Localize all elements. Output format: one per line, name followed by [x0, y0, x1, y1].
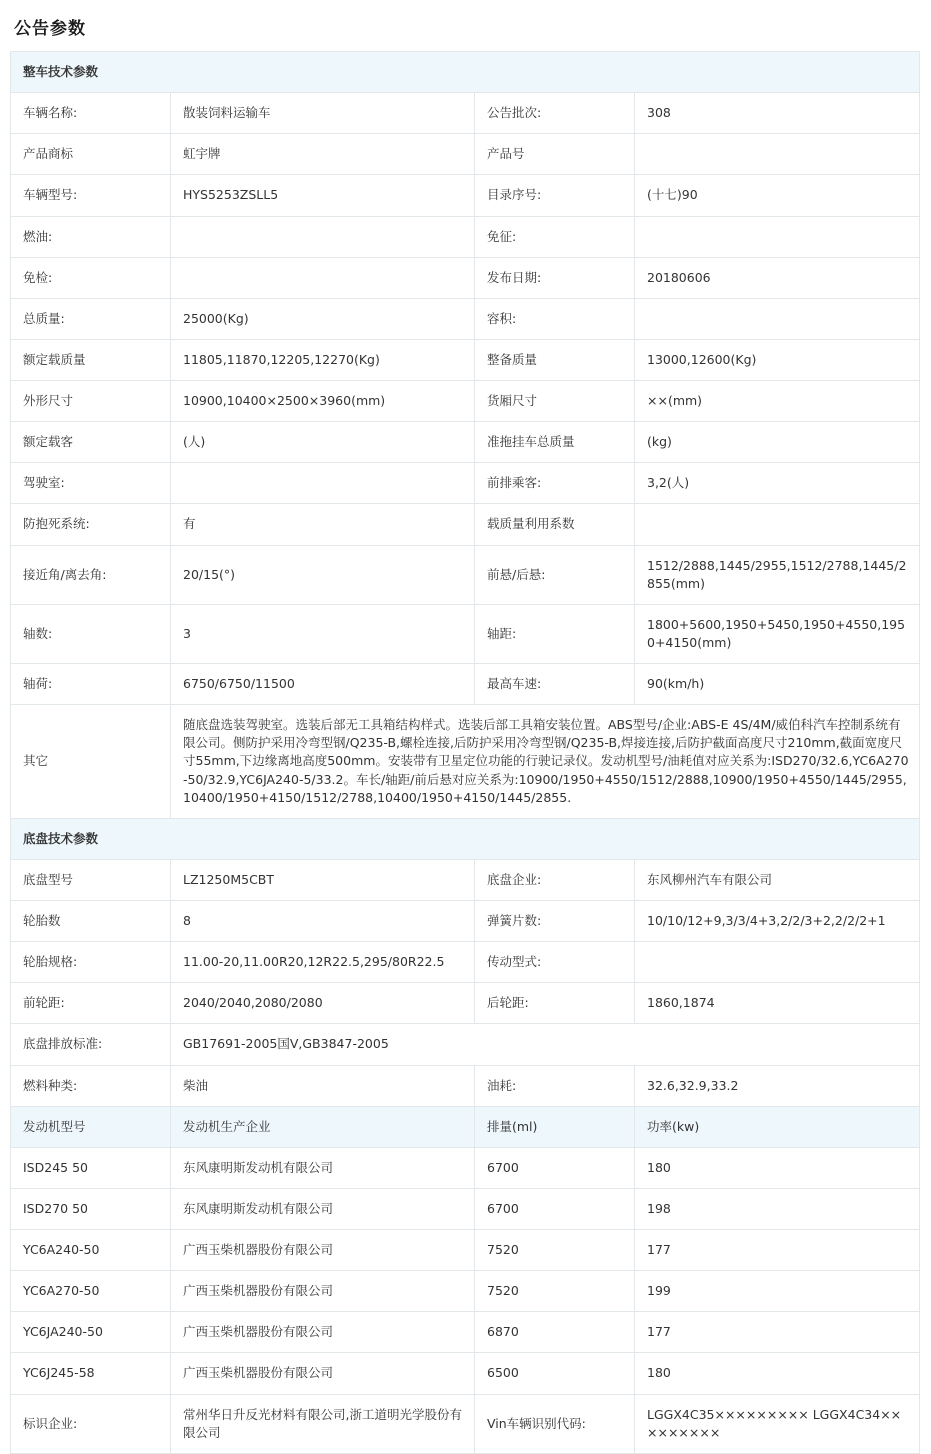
section-header-chassis: [11, 818, 920, 859]
other-value: 随底盘选装驾驶室。选装后部无工具箱结构样式。选装后部工具箱安装位置。ABS型号/企业:ABS-E 4S/4M/威伯科汽车控制系统有限公司。侧防护采用冷弯型钢/Q235-B,螺栓连接,后防护采用冷弯型钢/Q235-B,焊接连接,后防护截面高度尺寸210mm,截面宽度尺寸55mm,下边缘离地高度500mm。安装带有卫星定位功能的行驶记录仪。发动机型号/油耗值对应关系为:ISD270/32.6,YC6A270-50/32.9,YC6JA240-5/33.2。车长/轴距/前后悬对应关系为:10900/1950+4550/1512/2888,10900/1950+4550/1445/2955,10400/1950+4150/1512/2788,10400/1950+4150/1445/2855.: [171, 705, 920, 819]
other-label: 其它: [11, 705, 171, 819]
engine-power: 180: [635, 1147, 920, 1188]
engine-displacement: 6500: [475, 1353, 635, 1394]
row-label: 整备质量: [475, 339, 635, 380]
engine-displacement: 6870: [475, 1312, 635, 1353]
row-label: 轴数:: [11, 604, 171, 663]
row-value: 20180606: [635, 257, 920, 298]
engine-model: ISD270 50: [11, 1188, 171, 1229]
engine-maker: 东风康明斯发动机有限公司: [171, 1147, 475, 1188]
row-label: 标识企业:: [11, 1394, 171, 1453]
table-row: [11, 298, 920, 339]
row-value: 1800+5600,1950+5450,1950+4550,1950+4150(mm): [635, 604, 920, 663]
table-row: [11, 504, 920, 545]
row-label: 弹簧片数:: [475, 901, 635, 942]
row-value: 32.6,32.9,33.2: [635, 1065, 920, 1106]
engine-power: 199: [635, 1271, 920, 1312]
row-label: 前悬/后悬:: [475, 545, 635, 604]
row-label: 轴荷:: [11, 664, 171, 705]
table-row: [11, 1147, 920, 1188]
row-value: [171, 216, 475, 257]
engine-displacement: 6700: [475, 1188, 635, 1229]
engine-displacement: 6700: [475, 1147, 635, 1188]
row-label: 前轮距:: [11, 983, 171, 1024]
row-label: 产品商标: [11, 134, 171, 175]
row-value: 10/10/12+9,3/3/4+3,2/2/3+2,2/2/2+1: [635, 901, 920, 942]
page-title: 公告参数: [14, 19, 86, 39]
engine-model: YC6J245-58: [11, 1353, 171, 1394]
table-row: [11, 545, 920, 604]
row-label: 额定载客: [11, 422, 171, 463]
row-value: 虹宇牌: [171, 134, 475, 175]
engine-model: ISD245 50: [11, 1147, 171, 1188]
row-value: 13000,12600(Kg): [635, 339, 920, 380]
row-value: GB17691-2005国Ⅴ,GB3847-2005: [171, 1024, 920, 1065]
engine-displacement: 7520: [475, 1230, 635, 1271]
row-value: 11805,11870,12205,12270(Kg): [171, 339, 475, 380]
table-row: [11, 1271, 920, 1312]
row-value: 20/15(°): [171, 545, 475, 604]
row-value: LZ1250M5CBT: [171, 859, 475, 900]
table-row: [11, 859, 920, 900]
row-label: 货厢尺寸: [475, 381, 635, 422]
section-header-chassis-label: 底盘技术参数: [11, 818, 920, 859]
spec-table: [10, 51, 920, 1454]
engine-model: YC6A240-50: [11, 1230, 171, 1271]
row-value: (十七)90: [635, 175, 920, 216]
engine-power: 198: [635, 1188, 920, 1229]
table-row: [11, 175, 920, 216]
row-label: 公告批次:: [475, 93, 635, 134]
row-label: 车辆型号:: [11, 175, 171, 216]
table-row: [11, 1353, 920, 1394]
row-label: 外形尺寸: [11, 381, 171, 422]
row-label: 传动型式:: [475, 942, 635, 983]
engine-maker: 东风康明斯发动机有限公司: [171, 1188, 475, 1229]
engine-model: YC6JA240-50: [11, 1312, 171, 1353]
row-label: 准拖挂车总质量: [475, 422, 635, 463]
row-value: ××(mm): [635, 381, 920, 422]
table-row: [11, 93, 920, 134]
row-label: 额定载质量: [11, 339, 171, 380]
table-row: [11, 1312, 920, 1353]
row-value: [635, 298, 920, 339]
row-value: 11.00-20,11.00R20,12R22.5,295/80R22.5: [171, 942, 475, 983]
table-row: [11, 1065, 920, 1106]
row-value: 6750/6750/11500: [171, 664, 475, 705]
row-label: 总质量:: [11, 298, 171, 339]
row-value: 1860,1874: [635, 983, 920, 1024]
engine-col-power: 功率(kw): [635, 1106, 920, 1147]
table-row-other: [11, 705, 920, 819]
row-label: 车辆名称:: [11, 93, 171, 134]
row-value: 3,2(人): [635, 463, 920, 504]
table-row: [11, 257, 920, 298]
row-value: 2040/2040,2080/2080: [171, 983, 475, 1024]
row-label: 前排乘客:: [475, 463, 635, 504]
row-label: 驾驶室:: [11, 463, 171, 504]
row-label: 发布日期:: [475, 257, 635, 298]
row-label: Vin车辆识别代码:: [475, 1394, 635, 1453]
row-label: 燃油:: [11, 216, 171, 257]
row-value: 10900,10400×2500×3960(mm): [171, 381, 475, 422]
engine-col-model: 发动机型号: [11, 1106, 171, 1147]
row-label: 最高车速:: [475, 664, 635, 705]
row-label: 燃料种类:: [11, 1065, 171, 1106]
section-header-vehicle-label: 整车技术参数: [11, 52, 920, 93]
row-label: 底盘企业:: [475, 859, 635, 900]
row-value: 散装饲料运输车: [171, 93, 475, 134]
table-row-footer: [11, 1394, 920, 1453]
table-row: [11, 339, 920, 380]
row-label: 免检:: [11, 257, 171, 298]
row-value: [635, 134, 920, 175]
engine-maker: 广西玉柴机器股份有限公司: [171, 1230, 475, 1271]
row-value: [171, 463, 475, 504]
engine-model: YC6A270-50: [11, 1271, 171, 1312]
engine-power: 177: [635, 1312, 920, 1353]
table-row: [11, 1188, 920, 1229]
row-value: LGGX4C35××××××××× LGGX4C34×××××××××: [635, 1394, 920, 1453]
row-value: [171, 257, 475, 298]
row-label: 防抱死系统:: [11, 504, 171, 545]
table-row: [11, 216, 920, 257]
table-row: [11, 901, 920, 942]
engine-power: 177: [635, 1230, 920, 1271]
table-row: [11, 664, 920, 705]
row-value: [635, 504, 920, 545]
engine-table-header: [11, 1106, 920, 1147]
row-value: (人): [171, 422, 475, 463]
row-value: 3: [171, 604, 475, 663]
row-value: 柴油: [171, 1065, 475, 1106]
row-label: 底盘型号: [11, 859, 171, 900]
engine-maker: 广西玉柴机器股份有限公司: [171, 1271, 475, 1312]
row-label: 载质量利用系数: [475, 504, 635, 545]
table-row: [11, 381, 920, 422]
row-label: 轴距:: [475, 604, 635, 663]
table-row: [11, 1230, 920, 1271]
row-value: 308: [635, 93, 920, 134]
engine-maker: 广西玉柴机器股份有限公司: [171, 1312, 475, 1353]
row-value: 有: [171, 504, 475, 545]
section-header-vehicle: [11, 52, 920, 93]
row-label: 轮胎数: [11, 901, 171, 942]
row-value: [635, 216, 920, 257]
row-value: [635, 942, 920, 983]
row-label: 轮胎规格:: [11, 942, 171, 983]
engine-col-maker: 发动机生产企业: [171, 1106, 475, 1147]
engine-power: 180: [635, 1353, 920, 1394]
row-value: 25000(Kg): [171, 298, 475, 339]
table-row: [11, 942, 920, 983]
row-label: 油耗:: [475, 1065, 635, 1106]
row-value: 8: [171, 901, 475, 942]
row-label: 产品号: [475, 134, 635, 175]
engine-col-displacement: 排量(ml): [475, 1106, 635, 1147]
row-label: 底盘排放标准:: [11, 1024, 171, 1065]
row-value: HYS5253ZSLL5: [171, 175, 475, 216]
table-row: [11, 134, 920, 175]
row-label: 接近角/离去角:: [11, 545, 171, 604]
engine-displacement: 7520: [475, 1271, 635, 1312]
row-value: 90(km/h): [635, 664, 920, 705]
row-label: 后轮距:: [475, 983, 635, 1024]
row-value: 1512/2888,1445/2955,1512/2788,1445/2855(mm): [635, 545, 920, 604]
row-value: 东风柳州汽车有限公司: [635, 859, 920, 900]
table-row: [11, 463, 920, 504]
row-label: 容积:: [475, 298, 635, 339]
engine-maker: 广西玉柴机器股份有限公司: [171, 1353, 475, 1394]
table-row: [11, 983, 920, 1024]
row-value: (kg): [635, 422, 920, 463]
row-label: 目录序号:: [475, 175, 635, 216]
row-label: 免征:: [475, 216, 635, 257]
table-row: [11, 1024, 920, 1065]
table-row: [11, 604, 920, 663]
table-row: [11, 422, 920, 463]
row-value: 常州华日升反光材料有限公司,浙工道明光学股份有限公司: [171, 1394, 475, 1453]
